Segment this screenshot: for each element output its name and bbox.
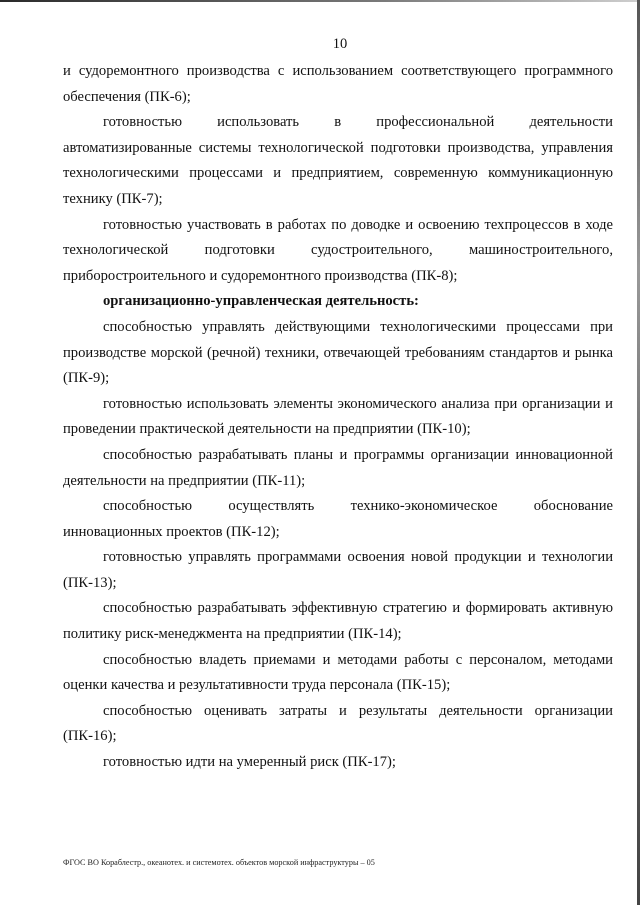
- scan-edge-top: [0, 0, 640, 2]
- paragraph-pk-7: готовностью использовать в профессиональной деятельности автоматизированные системы технологической подготовки производства, управления технологическими процессами и предприятием, современную коммуникационную технику (ПК-7);: [63, 114, 613, 207]
- paragraph-pk-11: способностью разрабатывать планы и программы организации инновационной деятельности на предприятии (ПК-11);: [63, 446, 613, 489]
- paragraph-pk-15: способностью владеть приемами и методами работы с персоналом, методами оценки качества и результативности труда персонала (ПК-15);: [63, 651, 613, 694]
- paragraph-continuation: и судоремонтного производства с использованием соответствующего программного обеспечения (ПК-6);: [63, 63, 613, 105]
- section-heading: организационно-управленческая деятельность:: [103, 293, 419, 310]
- page-number: 10: [332, 36, 348, 52]
- paragraph-pk-10: готовностью использовать элементы экономического анализа при организации и проведении практической деятельности на предприятии (ПК-10);: [63, 395, 613, 438]
- paragraph-pk-12: способностью осуществлять технико-экономическое обоснование инновационных проектов (ПК-12);: [63, 498, 613, 540]
- paragraph-pk-14: способностью разрабатывать эффективную стратегию и формировать активную политику риск-менеджмента на предприятии (ПК-14);: [63, 600, 613, 643]
- paragraph-pk-16: способностью оценивать затраты и результаты деятельности организации (ПК-16);: [63, 702, 613, 745]
- paragraph-pk-17: готовностью идти на умеренный риск (ПК-17);: [103, 754, 396, 771]
- paragraph-pk-9: способностью управлять действующими технологическими процессами при производстве морской (речной) техники, отвечающей требованиям стандартов и рынка (ПК-9);: [63, 318, 613, 387]
- paragraph-pk-8: готовностью участвовать в работах по доводке и освоению техпроцессов в ходе технологической подготовки судостроительного, машиностроительного, приборостроительного и судоремонтного производства (ПК-8);: [63, 216, 613, 284]
- document-body: [63, 59, 613, 776]
- page-footer: ФГОС ВО Кораблестр., океанотех. и системотех. объектов морской инфраструктуры – 05: [63, 858, 375, 867]
- paragraph-pk-13: готовностью управлять программами освоения новой продукции и технологии (ПК-13);: [63, 549, 613, 591]
